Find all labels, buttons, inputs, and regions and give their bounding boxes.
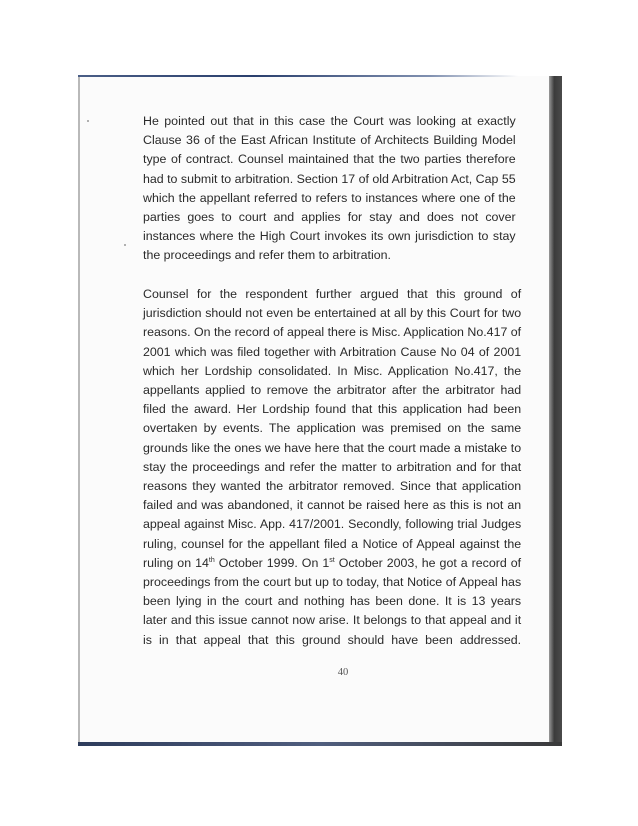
text-fragment: ruling on 14 [143, 555, 209, 570]
text-line: type of contract. Counsel maintained that the two parties therefore [143, 152, 516, 167]
text-fragment: October 1999. On 1 [214, 555, 330, 570]
page-number: 40 [337, 667, 349, 678]
text-line: appeal against Misc. App. 417/2001. Secondly, following trial Judges [143, 517, 522, 532]
text-line: parties goes to court and applies for stay and does not cover [143, 210, 516, 225]
page-right-shadow [549, 76, 562, 744]
text-line: been lying in the court and nothing has been done. It is 13 years [143, 594, 522, 609]
scan-speck [124, 244, 126, 246]
text-line: He pointed out that in this case the Court was looking at exactly [143, 114, 516, 128]
ordinal-suffix: st [329, 556, 335, 564]
text-line: jurisdiction should not even be entertained at all by this Court for two [143, 306, 522, 321]
text-line: later and this issue cannot now arise. It belongs to that appeal and it [143, 613, 522, 628]
text-line: 2001 which was filed together with Arbitration Cause No 04 of 2001 [143, 344, 522, 359]
text-line: instances where the High Court invokes its own jurisdiction to stay [143, 229, 516, 244]
paragraph-1 [143, 112, 516, 266]
text-line: the proceedings and refer them to arbitration. [143, 248, 391, 263]
text-line: grounds like the ones we have here that the court made a mistake to [143, 440, 522, 455]
text-line: which her Lordship consolidated. In Misc. Application No.417, the [143, 363, 522, 378]
text-line: Counsel for the respondent further argued that this ground of [143, 287, 522, 301]
text-line: which the appellant referred to refers to instances where one of the [143, 190, 516, 205]
text-line: Clause 36 of the East African Institute of Architects Building Model [143, 133, 516, 148]
page-bottom-edge [78, 742, 562, 746]
text-line: stay the proceedings and refer the matter to arbitration and for that [143, 459, 522, 474]
text-line: is in that appeal that this ground should have been addressed. [143, 632, 522, 647]
text-line: ruling, counsel for the appellant filed a Notice of Appeal against the [143, 536, 522, 551]
text-line: reasons. On the record of appeal there is Misc. Application No.417 of [143, 325, 522, 340]
page-top-edge [78, 75, 518, 77]
ordinal-suffix: th [208, 556, 215, 564]
text-fragment: October 2003, he got a record of [334, 555, 522, 570]
text-line: failed and was abandoned, it cannot be raised here as this is not an [143, 498, 522, 513]
text-line: reasons they wanted the arbitrator removed. Since that application [143, 479, 522, 494]
text-line: had to submit to arbitration. Section 17 of old Arbitration Act, Cap 55 [143, 171, 516, 186]
scan-speck [87, 120, 89, 122]
text-line: filed the award. Her Lordship found that this application had been [143, 402, 522, 417]
text-line-with-dates [143, 554, 521, 573]
text-line: appellants applied to remove the arbitrator after the arbitrator had [143, 383, 522, 398]
text-line: overtaken by events. The application was premised on the same [143, 421, 522, 436]
paragraph-2 [143, 285, 521, 650]
text-line: proceedings from the court but up to today, that Notice of Appeal has [143, 575, 522, 590]
